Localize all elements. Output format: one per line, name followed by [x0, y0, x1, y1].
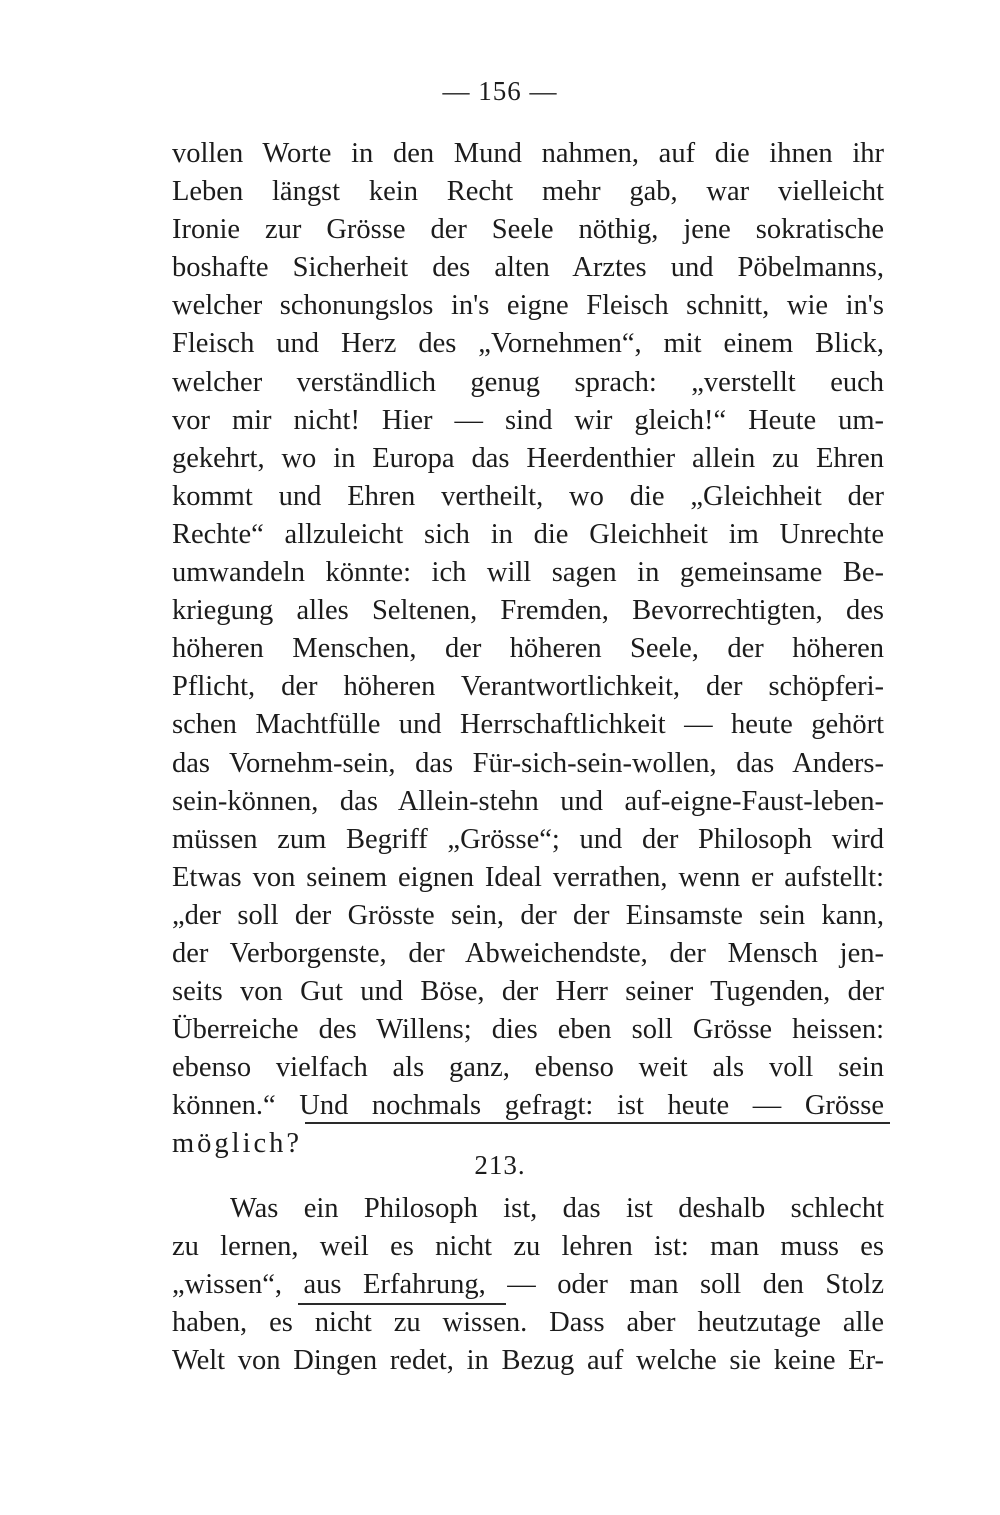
text-line: gekehrt, wo in Europa das Heerdenthier allein zu Ehren [172, 442, 884, 474]
text-line: zu lernen, weil es nicht zu lehren ist: man muss es [172, 1231, 884, 1263]
text-line: welcher verständlich genug sprach: „verstellt euch [172, 366, 884, 398]
text-line: vor mir nicht! Hier — sind wir gleich!“ Heute um- [172, 404, 884, 436]
text-line: haben, es nicht zu wissen. Dass aber heutzutage alle [172, 1307, 884, 1339]
text-line: höheren Menschen, der höheren Seele, der höheren [172, 633, 884, 665]
text-line: müssen zum Begriff „Grösse“; und der Philosoph wird [172, 823, 884, 855]
section-number: 213. [474, 1150, 526, 1180]
text-line: Pflicht, der höheren Verantwortlichkeit, der schöpferi- [172, 671, 884, 703]
text-line: können.“ Und nochmals gefragt: ist heute — Grösse [172, 1090, 884, 1122]
text-line: seits von Gut und Böse, der Herr seiner Tugenden, der [172, 976, 884, 1008]
text-line: Fleisch und Herz des „Vornehmen“, mit einem Blick, [172, 328, 884, 360]
text-line: „der soll der Grösste sein, der der Einsamste sein kann, [172, 899, 884, 931]
paragraph-section-213 [172, 1190, 884, 1380]
text-line: das Vornehm-sein, das Für-sich-sein-wollen, das Anders- [172, 747, 884, 779]
text-line-last: möglich? [172, 1128, 303, 1160]
pencil-underline [305, 1122, 890, 1124]
text-line: ebenso vielfach als ganz, ebenso weit als voll sein [172, 1052, 884, 1084]
text-line: Welt von Dingen redet, in Bezug auf welche sie keine Er- [172, 1345, 884, 1377]
text-line: welcher schonungslos in's eigne Fleisch schnitt, wie in's [172, 290, 884, 322]
text-line: kommt und Ehren vertheilt, wo die „Gleichheit der [172, 480, 884, 512]
text-line: der Verborgenste, der Abweichendste, der Mensch jen- [172, 937, 884, 969]
text-line: Etwas von seinem eignen Ideal verrathen, wenn er aufstellt: [172, 861, 884, 893]
text-line: umwandeln könnte: ich will sagen in gemeinsame Be- [172, 557, 884, 589]
text-line: vollen Worte in den Mund nahmen, auf die ihnen ihr [172, 138, 884, 169]
paragraph-continued [172, 135, 884, 1164]
text-line: „wissen“, aus Erfahrung, — oder man soll den Stolz [172, 1269, 884, 1301]
pencil-underline [298, 1303, 506, 1305]
page-number: — 156 — [442, 76, 558, 106]
text-line: boshafte Sicherheit des alten Arztes und Pöbelmanns, [172, 252, 884, 284]
text-line: Rechte“ allzuleicht sich in die Gleichheit im Unrechte [172, 518, 884, 550]
text-line: sein-können, das Allein-stehn und auf-eigne-Faust-leben- [172, 785, 884, 817]
text-line: kriegung alles Seltenen, Fremden, Bevorrechtigten, des [172, 595, 884, 627]
text-line: Leben längst kein Recht mehr gab, war vielleicht [172, 176, 884, 208]
text-line: Ironie zur Grösse der Seele nöthig, jene sokratische [172, 214, 884, 246]
text-line-first: Was ein Philosoph ist, das ist deshalb schlecht [230, 1193, 884, 1224]
text-line: schen Machtfülle und Herrschaftlichkeit — heute gehört [172, 709, 884, 741]
text-line: Überreiche des Willens; dies eben soll Grösse heissen: [172, 1014, 884, 1046]
